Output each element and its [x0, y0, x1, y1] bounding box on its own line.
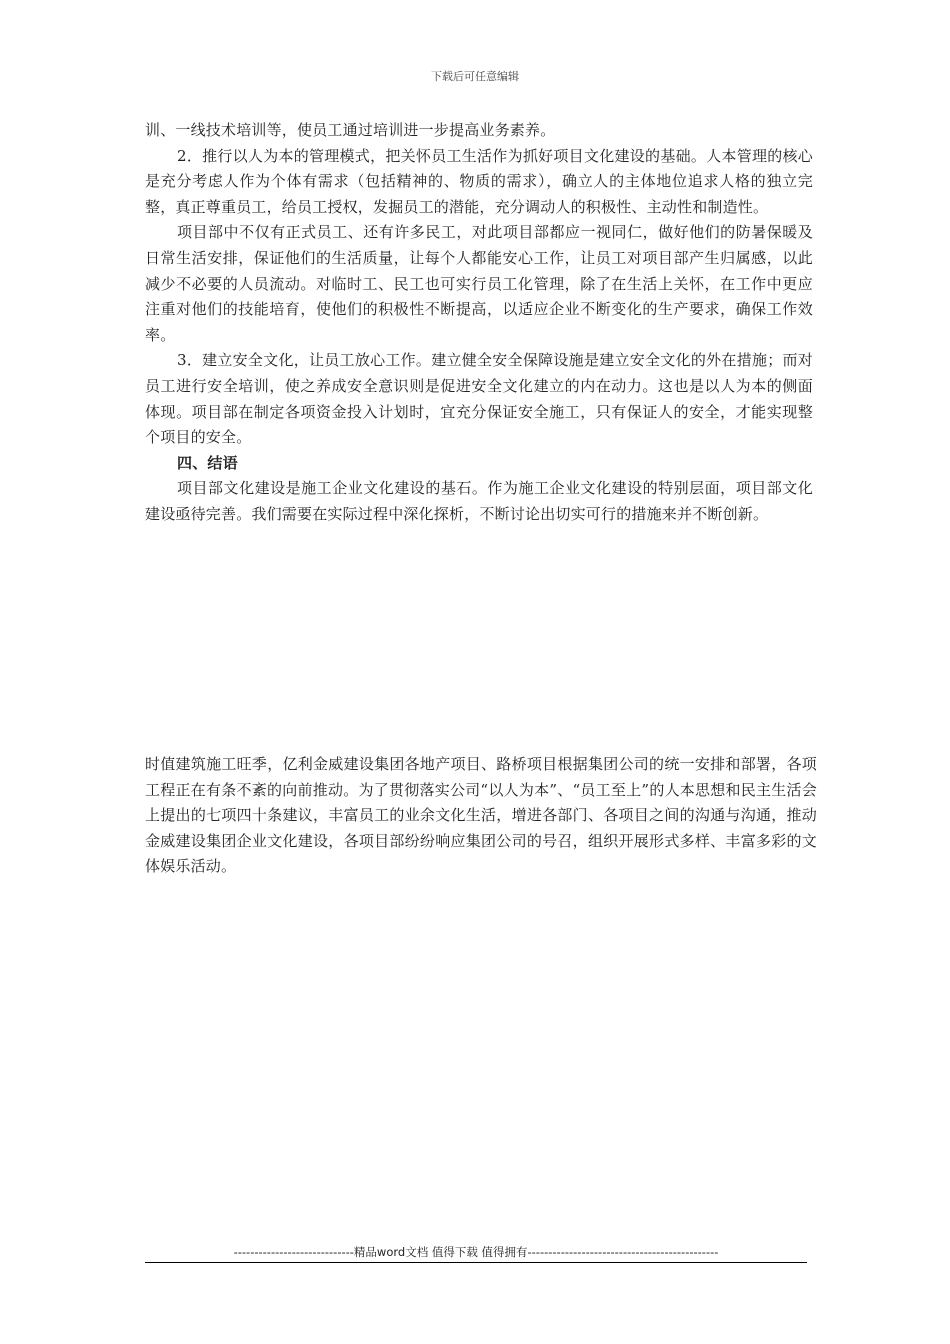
paragraph: 项目部中不仅有正式员工、还有许多民工，对此项目部都应一视同仁，做好他们的防暑保暖及日常生活安排，保证他们的生活质量，让每个人都能安心工作，让员工对项目部产生归属感，以此减少不必要的人员流动。对临时工、民工也可实行员工化管理，除了在生活上关怀，在工作中更应注重对他们的技能培育，使他们的积极性不断提高，以适应企业不断变化的生产要求，确保工作效率。 [145, 223, 813, 344]
page-footer: -----------------------------精品word文档 值得下载 值得拥有---------------------------------------------- [233, 1245, 719, 1259]
article-section-two [145, 752, 817, 880]
paragraph: 项目部文化建设是施工企业文化建设的基石。作为施工企业文化建设的特别层面，项目部文化建设亟待完善。我们需要在实际过程中深化探析，不断讨论出切实可行的措施来并不断创新。 [145, 479, 813, 523]
paragraph: 训、一线技术培训等，使员工通过培训进一步提高业务素养。 [145, 121, 556, 139]
paragraph: 2．推行以人为本的管理模式，把关怀员工生活作为抓好项目文化建设的基础。人本管理的核心是充分考虑人作为个体有需求（包括精神的、物质的需求），确立人的主体地位追求人格的独立完整，真正尊重员工，给员工授权，发掘员工的潜能，充分调动人的积极性、主动性和制造性。 [145, 146, 813, 216]
paragraph: 3．建立安全文化，让员工放心工作。建立健全安全保障设施是建立安全文化的外在措施；而对员工进行安全培训，使之养成安全意识则是促进安全文化建立的内在动力。这也是以人为本的侧面体现。项目部在制定各项资金投入计划时，宜充分保证安全施工，只有保证人的安全，才能实现整个项目的安全。 [145, 351, 813, 447]
article-section-one [145, 118, 813, 528]
page-header: 下载后可任意编辑 [431, 70, 519, 83]
section-heading: 四、结语 [177, 453, 238, 472]
footer-divider [145, 1262, 807, 1263]
paragraph: 时值建筑施工旺季，亿利金威建设集团各地产项目、路桥项目根据集团公司的统一安排和部署，各项工程正在有条不紊的向前推动。为了贯彻落实公司“以人为本”、“员工至上”的人本思想和民主生活会上提出的七项四十条建议，丰富员工的业余文化生活，增进各部门、各项目之间的沟通与沟通，推动金威建设集团企业文化建设，各项目部纷纷响应集团公司的号召，组织开展形式多样、丰富多彩的文体娱乐活动。 [145, 755, 817, 876]
